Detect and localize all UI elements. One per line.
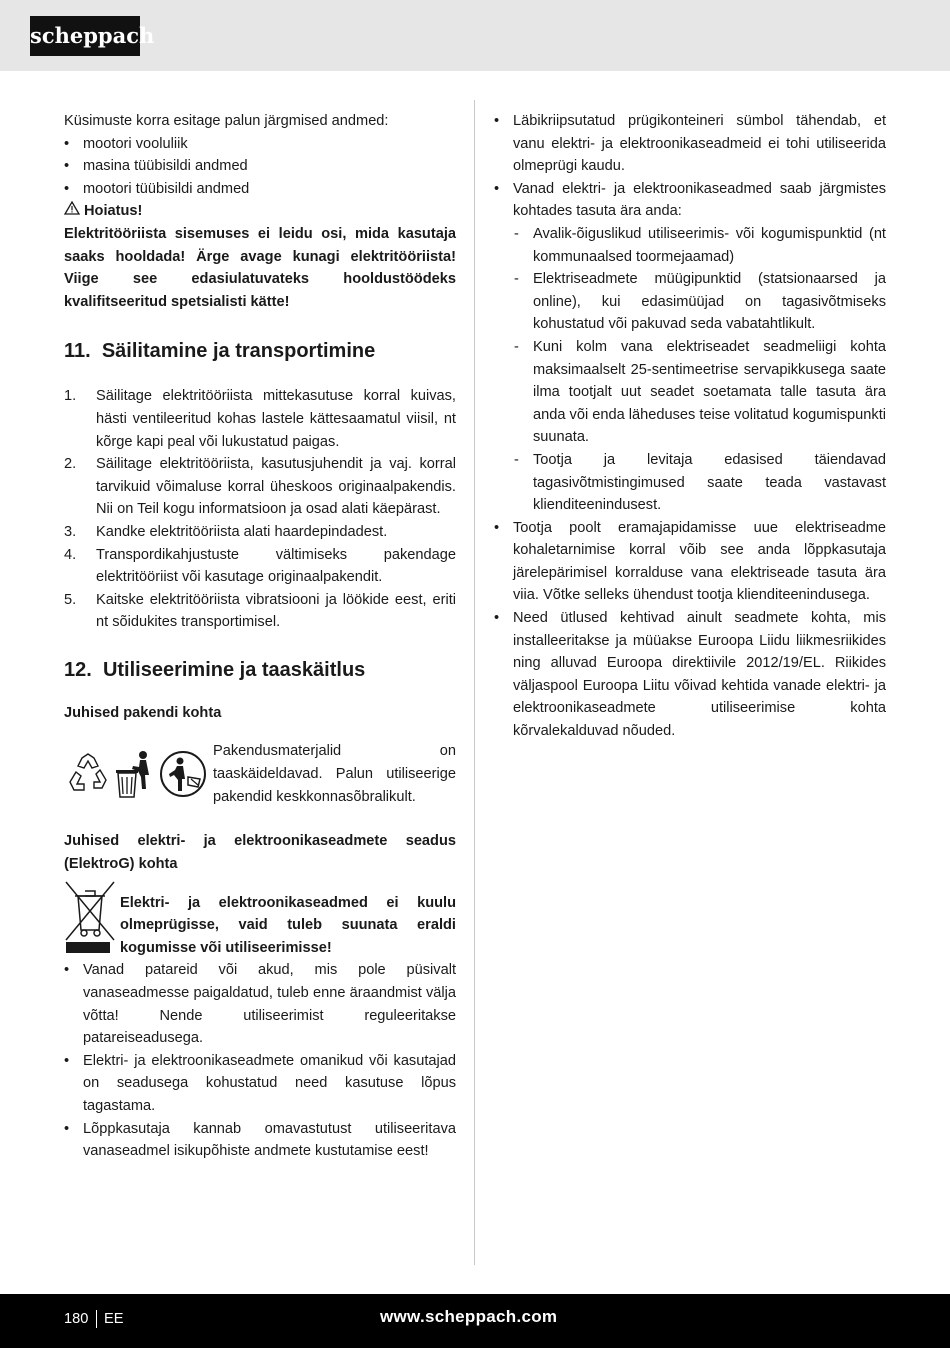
warning-triangle-icon [64, 200, 80, 223]
sub-list-item: - Avalik-õiguslikud utiliseerimis- või kogumispunktid (nt kommunaalsed toormejaamad) [514, 225, 886, 265]
website-link[interactable]: www.scheppach.com [380, 1307, 558, 1326]
numbered-item: 3. Kandke elektritööriista alati haardepindadest. [64, 523, 388, 540]
list-item: • mootori vooluliik [64, 135, 188, 152]
list-item: • Vanad patareid või akud, mis pole püsivalt vanaseadmesse paigaldatud, tuleb enne äraandmist välja võtta! Nende utiliseerimist reguleeritakse patareiseadusega. [64, 962, 456, 1047]
page-number: 180 [64, 1311, 89, 1327]
warning-heading: Hoiatus! [64, 200, 456, 223]
language-code: EE [104, 1311, 124, 1327]
packaging-heading: Juhised pakendi kohta [64, 704, 222, 721]
list-item: • Tootja poolt eramajapidamisse uue elektriseadme kohaletarnimise korral võib see anda lõppkasutaja järelepärimisel korralduse vana elektriseade tasuta ära viia. Võtke selleks ühendust tootja klienditeenindusega. [494, 519, 886, 604]
list-item: • Läbikriipsutatud prügikonteineri sümbol tähendab, et vanu elektri- ja elektroonikaseadmeid ei tohi utiliseerida olmeprügi kaudu. [494, 113, 886, 175]
list-item: • mootori tüübisildi andmed [64, 180, 250, 197]
sub-list-item: - Elektriseadmete müügipunktid (statsionaarsed ja online), kui edasimüüjad on tagasivõtmiseks kohustatud või pakuvad seda vabatahtlikult. [514, 271, 886, 333]
sub-list-item: - Tootja ja levitaja edasised täiendavad tagasivõtmistingimused saate teada vastavast klienditeenindusest. [514, 451, 886, 514]
numbered-item: 5. Kaitske elektritööriista vibratsiooni ja löökide eest, eriti nt sõidukites transportimisel. [64, 591, 456, 631]
section-11-heading: 11. Säilitamine ja transportimine [64, 340, 376, 363]
packaging-text: Pakendusmaterjalid on taaskäideldavad. Palun utiliseerige pakendid keskkonnasõbralikult. [213, 743, 456, 805]
section-12-heading: 12. Utiliseerimine ja taaskäitlus [64, 658, 366, 681]
dispose-responsibly-icon [158, 749, 208, 799]
packaging-block [64, 740, 456, 808]
numbered-item: 4. Transpordikahjustuste vältimiseks pakendage elektritööriist või kasutage originaalpakendit. [64, 546, 456, 586]
recycle-icon [64, 750, 112, 798]
list-item: • masina tüübisildi andmed [64, 158, 248, 175]
weee-warning-text: Elektri- ja elektroonikaseadmed ei kuulu olmeprügisse, vaid tuleb suunata eraldi kogumisse või utiliseerimisse! [120, 894, 456, 956]
crossed-bin-icon [64, 880, 120, 956]
tidy-man-bin-icon [116, 749, 154, 799]
list-item: • Need ütlused kehtivad ainult seadmete kohta, mis installeeritakse ja müüakse Euroopa Liidu liikmesriikides ning alluvad Euroopa direktiivile 2012/19/EL. Riikides väljaspool Euroopa Liitu võivad kehtida vanade elektri- ja elektroonikaseadmete utiliseerimise kohta kõrvalekalduvad nõuded. [494, 610, 886, 740]
footer-separator [96, 1310, 97, 1328]
column-divider [474, 100, 475, 1265]
numbered-item: 2. Säilitage elektritööriista, kasutusjuhendit ja vaj. korral tarvikuid võimaluse korral üheskoos originaalpakendis. Nii on Teil kogu informatsioon ja osad alati käepärast. [64, 456, 456, 518]
left-column [64, 110, 456, 1163]
list-item: • Vanad elektri- ja elektroonikaseadmed saab järgmistes kohtades tasuta ära anda: [494, 180, 886, 220]
scheppach-logo: scheppach [30, 16, 140, 56]
packaging-icons [64, 740, 213, 808]
weee-block [64, 880, 456, 960]
page-footer [0, 1294, 950, 1348]
elektrog-heading: Juhised elektri- ja elektroonikaseadmete seadus (ElektroG) kohta [64, 833, 456, 873]
numbered-item: 1. Säilitage elektritööriista mittekasutuse korral kuivas, hästi ventileeritud kohas lastele kättesaamatul viisil, nt kõrge kapi peal või lukustatud paigas. [64, 388, 456, 450]
right-column [494, 110, 886, 743]
list-item: • Lõppkasutaja kannab omavastutust utiliseeritava vanaseadmel isikupõhiste andmete kustutamise eest! [64, 1120, 456, 1160]
warning-text: Elektritööriista sisemuses ei leidu osi, mida kasutaja saaks hooldada! Ärge avage kunagi elektritööriista! Viige see edasiulatuvateks hooldustöödeks kvalifitseeritud spetsialisti kätte! [64, 225, 456, 310]
intro-text: Küsimuste korra esitage palun järgmised andmed: [64, 113, 389, 129]
page-header [0, 0, 950, 71]
list-item: • Elektri- ja elektroonikaseadmete omanikud või kasutajad on seadusega kohustatud need kasutuse lõpus tagastama. [64, 1052, 456, 1114]
sub-list-item: - Kuni kolm vana elektriseadet seadmeliigi kohta maksimaalselt 25-sentimeetrise servapikkusega saate ilma tootjalt uut seadet soetamata talle tasuta ära anda või enda läheduses teise volitatud kogumispunkti suunata. [514, 338, 886, 446]
